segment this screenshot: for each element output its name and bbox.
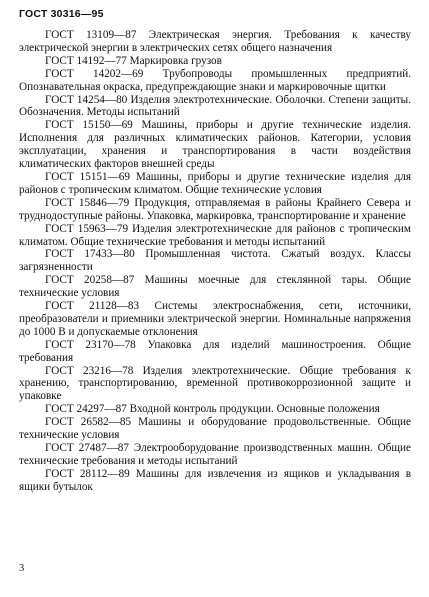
- reference-item: ГОСТ 26582—85 Машины и оборудование продовольственные. Общие технические условия: [19, 416, 411, 442]
- reference-item: ГОСТ 17433—80 Промышленная чистота. Сжатый воздух. Классы загрязненности: [19, 248, 411, 274]
- reference-item: ГОСТ 15846—79 Продукция, отправляемая в районы Крайнего Севера и труднодоступные районы. Упаковка, маркировка, транспортирование и хранение: [19, 196, 411, 222]
- reference-item: ГОСТ 23170—78 Упаковка для изделий машиностроения. Общие требования: [19, 338, 411, 364]
- reference-item: ГОСТ 21128—83 Системы электроснабжения, сети, источники, преобразователи и приемники электрической энергии. Номинальные напряжения до 1000 В и допускаемые отклонения: [19, 300, 411, 338]
- reference-item: ГОСТ 24297—87 Входной контроль продукции. Основные положения: [45, 403, 380, 416]
- reference-item: ГОСТ 20258—87 Машины моечные для стеклянной тары. Общие технические условия: [19, 274, 411, 300]
- reference-item: ГОСТ 15151—69 Машины, приборы и другие технические изделия для районов с тропическим климатом. Общие технические условия: [19, 170, 411, 196]
- reference-item: ГОСТ 23216—78 Изделия электротехнические. Общие требования к хранению, транспортированию, временной противокоррозионной защите и упаковке: [19, 364, 411, 403]
- standards-reference-list: [19, 29, 411, 494]
- reference-item: ГОСТ 15150—69 Машины, приборы и другие технические изделия. Исполнения для различных климатических районов. Категории, условия эксплуатации, хранения и транспортирования в части воздействия климатических факторов внешней среды: [19, 119, 411, 171]
- page-number: 3: [19, 563, 25, 574]
- reference-item: ГОСТ 28112—89 Машины для извлечения из ящиков и укладывания в ящики бутылок: [19, 467, 411, 493]
- reference-item: ГОСТ 14202—69 Трубопроводы промышленных предприятий. Опознавательная окраска, предупреждающие знаки и маркировочные щитки: [19, 67, 411, 93]
- reference-item: ГОСТ 27487—87 Электрооборудование производственных машин. Общие технические требования и методы испытаний: [19, 442, 411, 467]
- reference-item: ГОСТ 14254—80 Изделия электротехнические. Оболочки. Степени защиты. Обозначения. Методы испытаний: [19, 93, 411, 119]
- reference-item: ГОСТ 14192—77 Маркировка грузов: [45, 54, 222, 67]
- reference-item: ГОСТ 15963—79 Изделия электротехнические для районов с тропическим климатом. Общие технические требования и методы испытаний: [19, 222, 411, 248]
- page-header: ГОСТ 30316—95: [19, 8, 104, 20]
- reference-item: ГОСТ 13109—87 Электрическая энергия. Требования к качеству электрической энергии в электрических сетях общего назначения: [19, 29, 411, 54]
